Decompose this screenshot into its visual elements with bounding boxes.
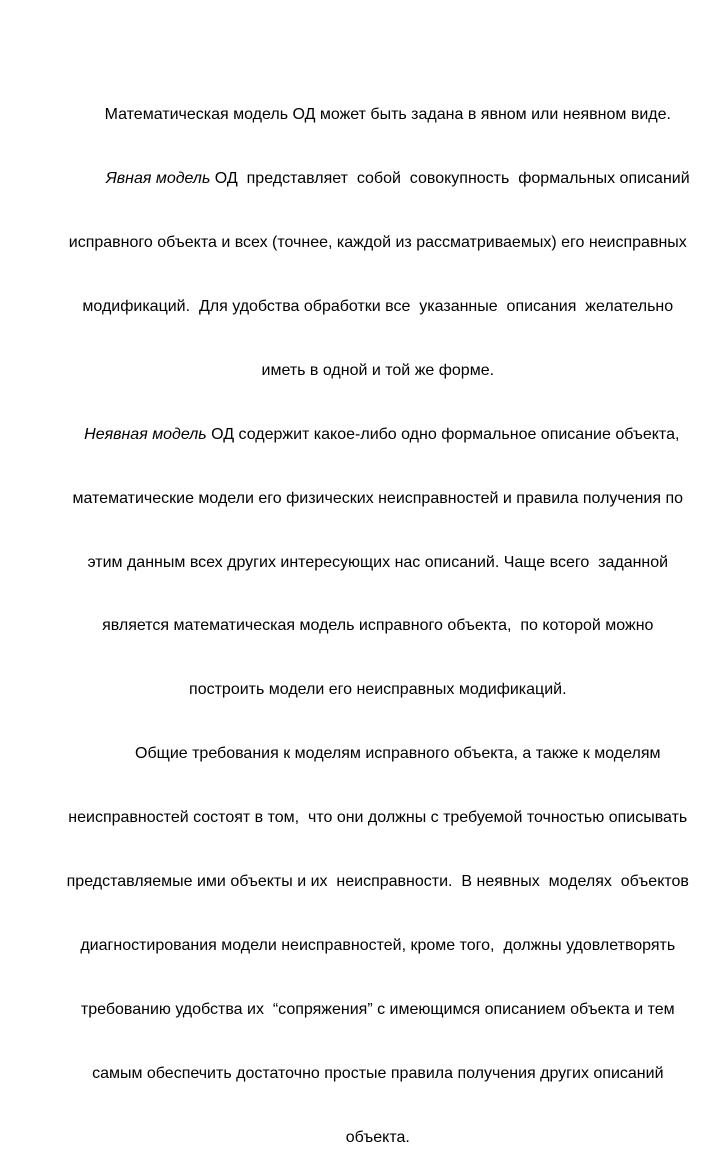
paragraph: [0, 147, 720, 403]
text-segment: ОД содержит какое-либо одно формальное описание объекта,: [206, 425, 680, 443]
text-line: [0, 339, 720, 403]
text-segment: построить модели его неисправных модификаций.: [189, 681, 567, 699]
text-line: [0, 1041, 720, 1105]
text-segment-italic: Явная модель: [105, 170, 211, 188]
text-line: [0, 211, 720, 275]
text-segment: представляемые ими объекты и их неисправности. В неявных моделях объектов: [66, 872, 689, 890]
text-line: [0, 914, 720, 978]
text-segment: неисправностей состоят в том, что они должны с требуемой точностью описывать: [68, 809, 688, 827]
paragraph: [0, 83, 720, 147]
text-segment: является математическая модель исправного объекта, по которой можно: [102, 617, 654, 635]
text-line: [0, 1105, 720, 1169]
text-segment: математические модели его физических неисправностей и правила получения по: [72, 489, 684, 507]
text-line: [0, 275, 720, 339]
paragraph: [0, 722, 720, 1169]
text-line: [0, 530, 720, 594]
text-segment: диагностирования модели неисправностей, кроме того, должны удовлетворять: [80, 936, 676, 954]
paragraph: [0, 402, 720, 721]
text-segment: объекта.: [345, 1128, 410, 1146]
text-segment-italic: Неявная модель: [84, 425, 207, 443]
text-line: [0, 83, 720, 147]
text-segment: этим данным всех других интересующих нас описаний. Чаще всего заданной: [87, 553, 669, 571]
text-segment: Математическая модель ОД может быть задана в явном или неявном виде.: [104, 106, 671, 124]
text-line: [0, 466, 720, 530]
text-line: [0, 402, 720, 466]
text-segment: Общие требования к моделям исправного объекта, а также к моделям: [135, 745, 661, 763]
document-body: [0, 83, 720, 1169]
text-line: [0, 786, 720, 850]
text-line: [0, 977, 720, 1041]
text-line: [0, 658, 720, 722]
text-segment: требованию удобства их “сопряжения” с имеющимся описанием объекта и тем: [80, 1000, 675, 1018]
text-segment: самым обеспечить достаточно простые правила получения других описаний: [92, 1064, 664, 1082]
text-line: [0, 594, 720, 658]
text-segment: исправного объекта и всех (точнее, каждой из рассматриваемых) его неисправных: [68, 234, 687, 252]
text-line: [0, 722, 720, 786]
text-segment: иметь в одной и той же форме.: [261, 361, 495, 379]
text-segment: модификаций. Для удобства обработки все указанные описания желательно: [82, 297, 674, 315]
text-line: [0, 850, 720, 914]
text-segment: ОД представляет собой совокупность формальных описаний: [210, 170, 690, 188]
text-line: [0, 147, 720, 211]
